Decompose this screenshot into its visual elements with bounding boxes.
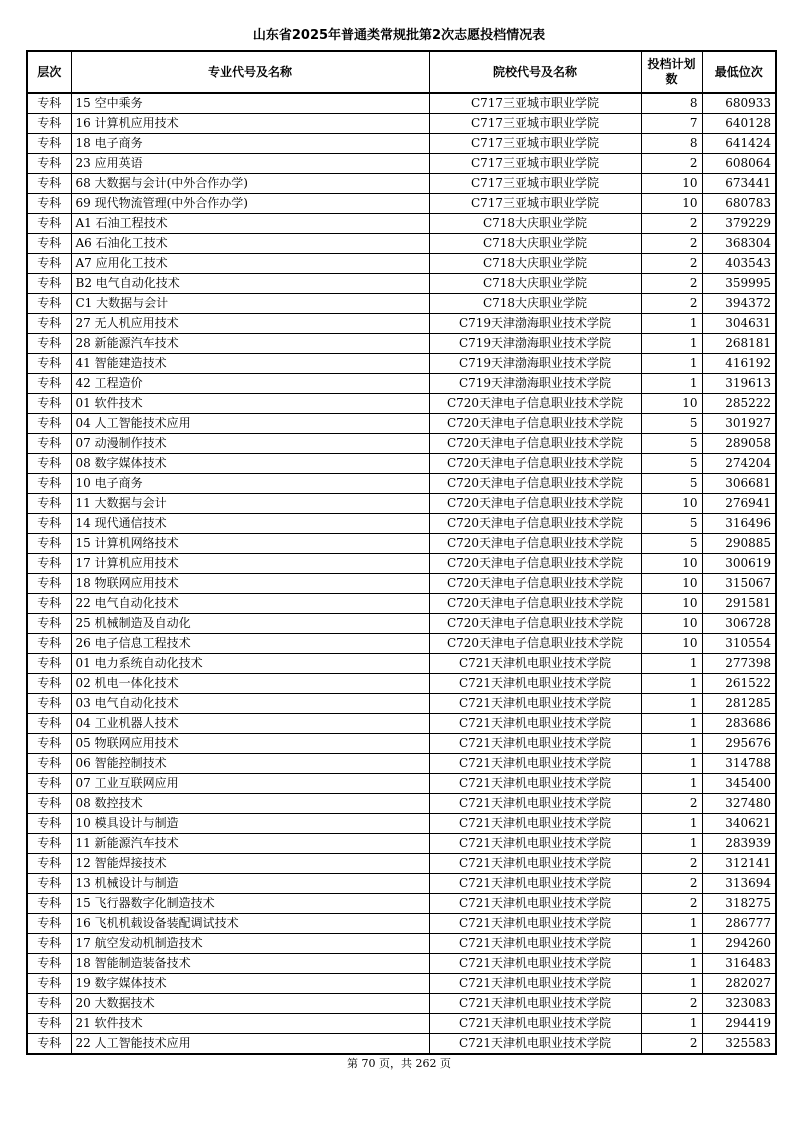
cell-min-rank: 641424 [702,134,776,154]
cell-min-rank: 277398 [702,654,776,674]
cell-major: 06 智能控制技术 [71,754,429,774]
cell-min-rank: 310554 [702,634,776,654]
cell-plan-count: 1 [641,714,702,734]
cell-level: 专科 [27,694,71,714]
cell-major: 11 大数据与会计 [71,494,429,514]
table-row [27,134,776,154]
cell-major: 26 电子信息工程技术 [71,634,429,654]
cell-level: 专科 [27,534,71,554]
cell-min-rank: 312141 [702,854,776,874]
cell-min-rank: 340621 [702,814,776,834]
header-rank: 最低位次 [702,51,776,93]
table-row [27,794,776,814]
cell-school: C717三亚城市职业学院 [429,93,641,114]
cell-school: C721天津机电职业技术学院 [429,954,641,974]
cell-school: C720天津电子信息职业技术学院 [429,494,641,514]
cell-level: 专科 [27,714,71,734]
cell-min-rank: 379229 [702,214,776,234]
cell-plan-count: 1 [641,374,702,394]
cell-min-rank: 282027 [702,974,776,994]
table-row [27,334,776,354]
cell-level: 专科 [27,594,71,614]
cell-school: C721天津机电职业技术学院 [429,694,641,714]
table-row [27,914,776,934]
cell-min-rank: 680933 [702,93,776,114]
cell-plan-count: 1 [641,1014,702,1034]
cell-min-rank: 306681 [702,474,776,494]
cell-school: C721天津机电职业技术学院 [429,794,641,814]
cell-plan-count: 1 [641,934,702,954]
cell-min-rank: 274204 [702,454,776,474]
cell-level: 专科 [27,854,71,874]
cell-plan-count: 1 [641,334,702,354]
cell-level: 专科 [27,394,71,414]
table-row [27,754,776,774]
cell-plan-count: 2 [641,274,702,294]
cell-major: 17 航空发动机制造技术 [71,934,429,954]
cell-level: 专科 [27,154,71,174]
cell-min-rank: 345400 [702,774,776,794]
page-footer: 第 70 页，共 262 页 [347,1057,451,1070]
cell-level: 专科 [27,954,71,974]
cell-major: 42 工程造价 [71,374,429,394]
cell-school: C720天津电子信息职业技术学院 [429,594,641,614]
cell-school: C719天津渤海职业技术学院 [429,374,641,394]
cell-school: C720天津电子信息职业技术学院 [429,514,641,534]
cell-major: 13 机械设计与制造 [71,874,429,894]
cell-plan-count: 1 [641,834,702,854]
cell-level: 专科 [27,474,71,494]
cell-plan-count: 2 [641,294,702,314]
cell-level: 专科 [27,93,71,114]
table-row [27,774,776,794]
table-row [27,514,776,534]
cell-school: C721天津机电职业技术学院 [429,894,641,914]
table-row [27,414,776,434]
cell-level: 专科 [27,434,71,454]
cell-plan-count: 8 [641,134,702,154]
table-row [27,574,776,594]
cell-level: 专科 [27,414,71,434]
table-row [27,954,776,974]
cell-major: 16 飞机机载设备装配调试技术 [71,914,429,934]
cell-plan-count: 10 [641,554,702,574]
cell-major: 07 工业互联网应用 [71,774,429,794]
cell-plan-count: 1 [641,754,702,774]
table-row [27,214,776,234]
cell-plan-count: 1 [641,734,702,754]
cell-plan-count: 2 [641,1034,702,1055]
cell-school: C720天津电子信息职业技术学院 [429,574,641,594]
cell-level: 专科 [27,914,71,934]
cell-min-rank: 640128 [702,114,776,134]
cell-min-rank: 319613 [702,374,776,394]
table-row [27,994,776,1014]
cell-level: 专科 [27,134,71,154]
cell-level: 专科 [27,354,71,374]
cell-major: 16 计算机应用技术 [71,114,429,134]
header-school: 院校代号及名称 [429,51,641,93]
table-row [27,934,776,954]
cell-school: C720天津电子信息职业技术学院 [429,394,641,414]
cell-school: C720天津电子信息职业技术学院 [429,554,641,574]
table-row [27,494,776,514]
cell-major: A7 应用化工技术 [71,254,429,274]
cell-school: C718大庆职业学院 [429,294,641,314]
table-row [27,1034,776,1055]
cell-school: C721天津机电职业技术学院 [429,934,641,954]
cell-school: C720天津电子信息职业技术学院 [429,414,641,434]
cell-min-rank: 325583 [702,1034,776,1055]
cell-min-rank: 300619 [702,554,776,574]
cell-major: 15 计算机网络技术 [71,534,429,554]
cell-school: C721天津机电职业技术学院 [429,1014,641,1034]
cell-major: 05 物联网应用技术 [71,734,429,754]
cell-plan-count: 2 [641,214,702,234]
cell-school: C721天津机电职业技术学院 [429,814,641,834]
cell-school: C721天津机电职业技术学院 [429,734,641,754]
table-body [27,93,776,1054]
cell-level: 专科 [27,374,71,394]
cell-min-rank: 268181 [702,334,776,354]
cell-major: B2 电气自动化技术 [71,274,429,294]
cell-plan-count: 5 [641,474,702,494]
cell-level: 专科 [27,514,71,534]
table-row [27,874,776,894]
table-row [27,614,776,634]
cell-major: 11 新能源汽车技术 [71,834,429,854]
cell-level: 专科 [27,294,71,314]
cell-school: C720天津电子信息职业技术学院 [429,634,641,654]
table-row [27,734,776,754]
cell-min-rank: 368304 [702,234,776,254]
table-row [27,394,776,414]
cell-plan-count: 2 [641,254,702,274]
cell-level: 专科 [27,934,71,954]
cell-min-rank: 359995 [702,274,776,294]
cell-plan-count: 10 [641,194,702,214]
cell-min-rank: 316496 [702,514,776,534]
cell-plan-count: 5 [641,534,702,554]
cell-school: C720天津电子信息职业技术学院 [429,434,641,454]
cell-major: 01 软件技术 [71,394,429,414]
cell-min-rank: 283686 [702,714,776,734]
page-title: 山东省2025年普通类常规批第2次志愿投档情况表 [252,28,546,43]
cell-major: 17 计算机应用技术 [71,554,429,574]
cell-plan-count: 10 [641,174,702,194]
cell-major: 28 新能源汽车技术 [71,334,429,354]
cell-min-rank: 261522 [702,674,776,694]
cell-major: 10 电子商务 [71,474,429,494]
table-row [27,714,776,734]
cell-plan-count: 2 [641,854,702,874]
cell-min-rank: 394372 [702,294,776,314]
header-plan: 投档计划数 [641,51,702,93]
table-row [27,254,776,274]
cell-major: 18 电子商务 [71,134,429,154]
cell-school: C721天津机电职业技术学院 [429,654,641,674]
cell-level: 专科 [27,494,71,514]
cell-level: 专科 [27,314,71,334]
cell-plan-count: 10 [641,594,702,614]
cell-min-rank: 294419 [702,1014,776,1034]
cell-level: 专科 [27,794,71,814]
cell-min-rank: 281285 [702,694,776,714]
cell-school: C717三亚城市职业学院 [429,134,641,154]
table-row [27,294,776,314]
table-header-row [27,51,776,93]
cell-major: 04 人工智能技术应用 [71,414,429,434]
cell-major: 25 机械制造及自动化 [71,614,429,634]
cell-school: C718大庆职业学院 [429,274,641,294]
cell-school: C720天津电子信息职业技术学院 [429,614,641,634]
cell-min-rank: 327480 [702,794,776,814]
cell-level: 专科 [27,194,71,214]
cell-min-rank: 315067 [702,574,776,594]
cell-plan-count: 10 [641,494,702,514]
table-row [27,154,776,174]
cell-major: 08 数字媒体技术 [71,454,429,474]
cell-school: C717三亚城市职业学院 [429,114,641,134]
cell-min-rank: 608064 [702,154,776,174]
cell-major: 07 动漫制作技术 [71,434,429,454]
cell-plan-count: 1 [641,954,702,974]
cell-plan-count: 1 [641,774,702,794]
cell-min-rank: 680783 [702,194,776,214]
cell-school: C720天津电子信息职业技术学院 [429,454,641,474]
cell-school: C718大庆职业学院 [429,214,641,234]
cell-major: 20 大数据技术 [71,994,429,1014]
table-row [27,974,776,994]
cell-plan-count: 5 [641,434,702,454]
cell-min-rank: 276941 [702,494,776,514]
cell-plan-count: 8 [641,93,702,114]
table-row [27,894,776,914]
cell-level: 专科 [27,574,71,594]
table-row [27,854,776,874]
admission-table [26,50,777,1055]
cell-plan-count: 5 [641,454,702,474]
cell-level: 专科 [27,994,71,1014]
cell-min-rank: 318275 [702,894,776,914]
cell-school: C721天津机电职业技术学院 [429,914,641,934]
cell-plan-count: 5 [641,514,702,534]
cell-major: 41 智能建造技术 [71,354,429,374]
cell-plan-count: 2 [641,154,702,174]
table-row [27,174,776,194]
cell-major: 22 人工智能技术应用 [71,1034,429,1055]
cell-major: 18 物联网应用技术 [71,574,429,594]
cell-school: C721天津机电职业技术学院 [429,834,641,854]
cell-school: C717三亚城市职业学院 [429,174,641,194]
cell-min-rank: 416192 [702,354,776,374]
header-major: 专业代号及名称 [71,51,429,93]
table-row [27,474,776,494]
cell-major: 01 电力系统自动化技术 [71,654,429,674]
cell-min-rank: 290885 [702,534,776,554]
cell-min-rank: 313694 [702,874,776,894]
table-row [27,694,776,714]
cell-major: 22 电气自动化技术 [71,594,429,614]
cell-plan-count: 2 [641,234,702,254]
cell-school: C719天津渤海职业技术学院 [429,354,641,374]
cell-major: 69 现代物流管理(中外合作办学) [71,194,429,214]
cell-min-rank: 323083 [702,994,776,1014]
cell-school: C721天津机电职业技术学院 [429,1034,641,1055]
cell-level: 专科 [27,974,71,994]
cell-plan-count: 2 [641,894,702,914]
cell-major: C1 大数据与会计 [71,294,429,314]
table-row [27,234,776,254]
cell-major: 04 工业机器人技术 [71,714,429,734]
cell-school: C721天津机电职业技术学院 [429,754,641,774]
cell-level: 专科 [27,614,71,634]
cell-school: C721天津机电职业技术学院 [429,854,641,874]
table-row [27,814,776,834]
cell-level: 专科 [27,234,71,254]
cell-school: C719天津渤海职业技术学院 [429,334,641,354]
cell-level: 专科 [27,734,71,754]
cell-min-rank: 403543 [702,254,776,274]
cell-major: 15 空中乘务 [71,93,429,114]
cell-level: 专科 [27,774,71,794]
cell-school: C718大庆职业学院 [429,234,641,254]
cell-school: C721天津机电职业技术学院 [429,874,641,894]
table-row [27,354,776,374]
cell-major: 03 电气自动化技术 [71,694,429,714]
table-row [27,314,776,334]
cell-school: C717三亚城市职业学院 [429,194,641,214]
cell-major: 68 大数据与会计(中外合作办学) [71,174,429,194]
cell-major: 27 无人机应用技术 [71,314,429,334]
table-row [27,434,776,454]
cell-min-rank: 291581 [702,594,776,614]
cell-plan-count: 2 [641,874,702,894]
cell-major: 08 数控技术 [71,794,429,814]
cell-plan-count: 1 [641,974,702,994]
cell-major: 19 数字媒体技术 [71,974,429,994]
cell-plan-count: 1 [641,654,702,674]
cell-level: 专科 [27,674,71,694]
cell-min-rank: 285222 [702,394,776,414]
table-row [27,654,776,674]
table-row [27,674,776,694]
cell-min-rank: 306728 [702,614,776,634]
header-level: 层次 [27,51,71,93]
cell-plan-count: 1 [641,694,702,714]
cell-level: 专科 [27,214,71,234]
table-row [27,93,776,114]
cell-school: C721天津机电职业技术学院 [429,714,641,734]
cell-level: 专科 [27,1014,71,1034]
cell-plan-count: 10 [641,614,702,634]
table-row [27,454,776,474]
cell-school: C721天津机电职业技术学院 [429,774,641,794]
table-row [27,534,776,554]
table-row [27,554,776,574]
cell-min-rank: 301927 [702,414,776,434]
cell-school: C720天津电子信息职业技术学院 [429,474,641,494]
cell-level: 专科 [27,814,71,834]
cell-min-rank: 294260 [702,934,776,954]
cell-level: 专科 [27,874,71,894]
cell-major: 15 飞行器数字化制造技术 [71,894,429,914]
cell-level: 专科 [27,834,71,854]
cell-level: 专科 [27,654,71,674]
cell-plan-count: 5 [641,414,702,434]
table-row [27,834,776,854]
cell-level: 专科 [27,454,71,474]
cell-major: 02 机电一体化技术 [71,674,429,694]
cell-min-rank: 286777 [702,914,776,934]
cell-min-rank: 673441 [702,174,776,194]
table-row [27,194,776,214]
cell-school: C717三亚城市职业学院 [429,154,641,174]
cell-plan-count: 10 [641,394,702,414]
table-row [27,374,776,394]
cell-major: 12 智能焊接技术 [71,854,429,874]
cell-min-rank: 314788 [702,754,776,774]
cell-level: 专科 [27,334,71,354]
cell-min-rank: 283939 [702,834,776,854]
cell-level: 专科 [27,174,71,194]
cell-min-rank: 316483 [702,954,776,974]
cell-plan-count: 1 [641,914,702,934]
cell-major: 18 智能制造装备技术 [71,954,429,974]
cell-plan-count: 10 [641,574,702,594]
cell-major: 23 应用英语 [71,154,429,174]
cell-major: A6 石油化工技术 [71,234,429,254]
cell-plan-count: 2 [641,794,702,814]
cell-level: 专科 [27,114,71,134]
table-row [27,1014,776,1034]
cell-major: A1 石油工程技术 [71,214,429,234]
cell-level: 专科 [27,754,71,774]
cell-school: C718大庆职业学院 [429,254,641,274]
cell-level: 专科 [27,894,71,914]
table-row [27,634,776,654]
cell-plan-count: 10 [641,634,702,654]
cell-plan-count: 1 [641,314,702,334]
table-row [27,594,776,614]
cell-level: 专科 [27,1034,71,1055]
cell-school: C720天津电子信息职业技术学院 [429,534,641,554]
cell-plan-count: 1 [641,814,702,834]
cell-plan-count: 7 [641,114,702,134]
cell-school: C721天津机电职业技术学院 [429,994,641,1014]
cell-min-rank: 304631 [702,314,776,334]
cell-major: 14 现代通信技术 [71,514,429,534]
cell-school: C721天津机电职业技术学院 [429,674,641,694]
cell-school: C719天津渤海职业技术学院 [429,314,641,334]
cell-plan-count: 2 [641,994,702,1014]
cell-min-rank: 295676 [702,734,776,754]
cell-major: 10 模具设计与制造 [71,814,429,834]
cell-min-rank: 289058 [702,434,776,454]
cell-level: 专科 [27,634,71,654]
cell-level: 专科 [27,254,71,274]
cell-level: 专科 [27,274,71,294]
table-row [27,274,776,294]
cell-plan-count: 1 [641,354,702,374]
cell-school: C721天津机电职业技术学院 [429,974,641,994]
cell-level: 专科 [27,554,71,574]
cell-plan-count: 1 [641,674,702,694]
table-row [27,114,776,134]
cell-major: 21 软件技术 [71,1014,429,1034]
